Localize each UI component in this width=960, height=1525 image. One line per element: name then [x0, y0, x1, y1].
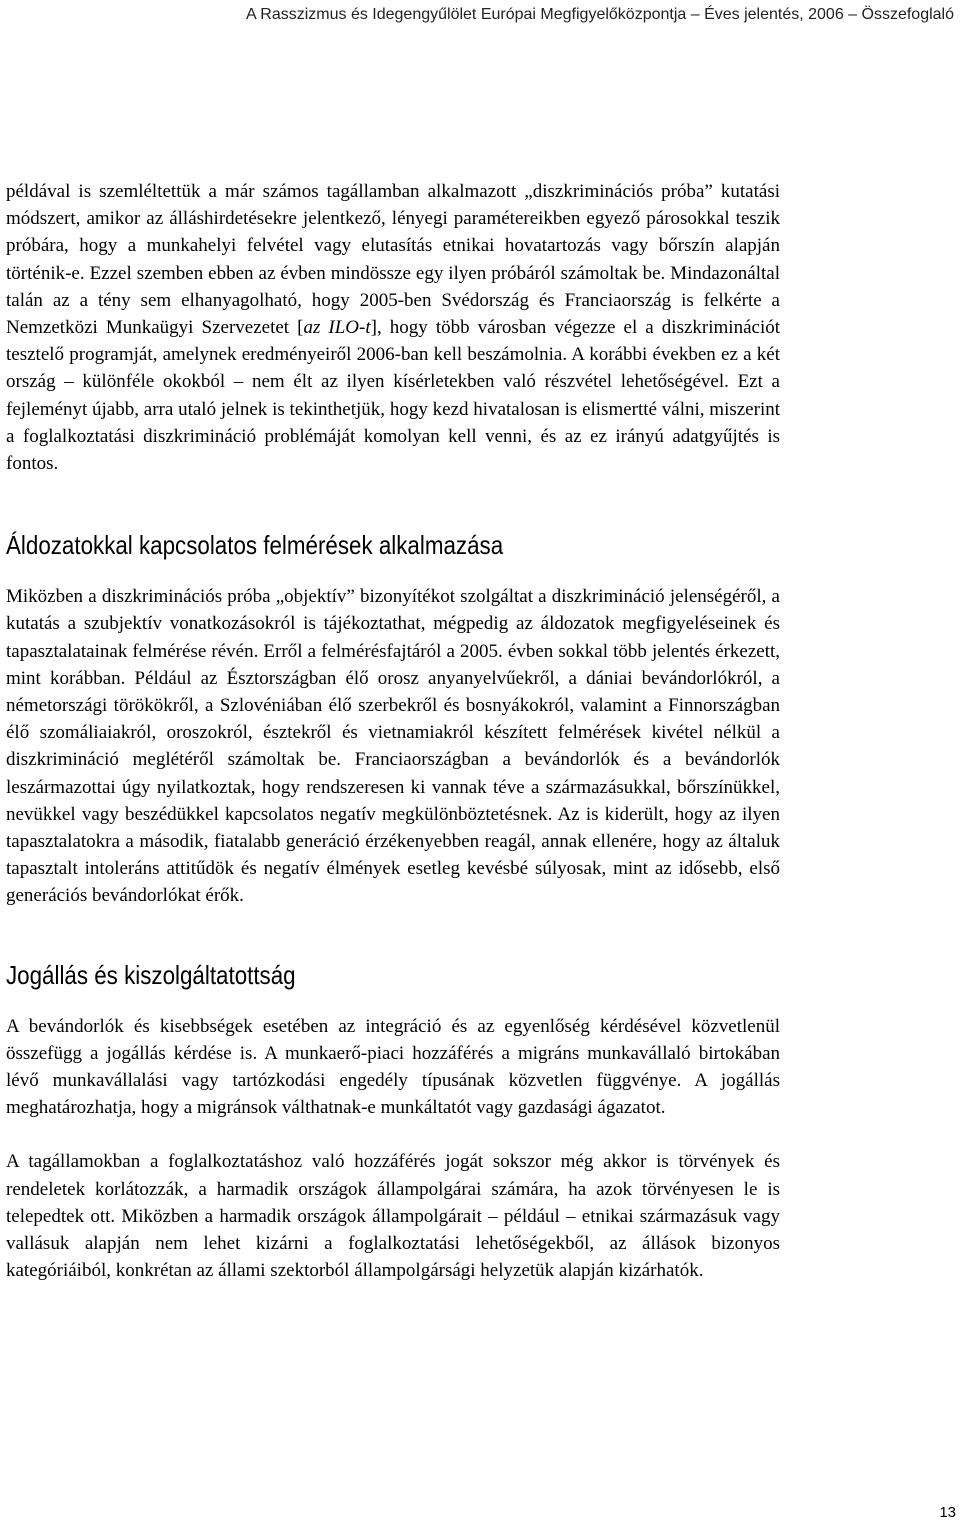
section-heading-victim-surveys: Áldozatokkal kapcsolatos felmérések alkalmazása — [6, 530, 504, 561]
paragraph-text: példával is szemléltettük a már számos tagállamban alkalmazott „diszkriminációs próba” kutatási módszert, amikor az álláshirdetésekre jelentkező, lényegi paramétereikben egyező párosokkal teszik próbára, hogy a munkahelyi felvétel vagy elutasítás etnikai hovatartozás vagy bőrszín alapján történik-e. Ezzel szemben ebben az évben mindössze egy ilyen próbáról számoltak be. Mindazonáltal talán az a tény sem elhanyagolható, hogy 2005-ben Svédország és Franciaország is felkérte a Nemzetközi Munkaügyi Szervezetet [ — [6, 181, 780, 339]
italic-abbreviation: az ILO-t — [303, 317, 371, 339]
paragraph-employment-access: A tagállamokban a foglalkoztatáshoz való hozzáférés jogát sokszor még akkor is törvények és rendeletek korlátozzák, a harmadik országok állampolgárai számára, ha azok törvényesen le is telepedtek ott. Miközben a harmadik országok állampolgárait – például – etnikai származásuk vagy vallásuk alapján nem lehet kizárni a foglalkoztatási lehetőségekből, az állások bizonyos kategóriáiból, konkrétan az állami szektorból állampolgársági helyzetük alapján kizárhatók. — [6, 1151, 780, 1282]
paragraph-victim-surveys: Miközben a diszkriminációs próba „objektív” bizonyítékot szolgáltat a diszkrimináció jelenségéről, a kutatás a szubjektív vonatkozásokról is tájékoztathat, mégpedig az áldozatok megfigyeléseinek és tapasztalatainak felmérése révén. Erről a felmérésfajtáról a 2005. évben sokkal több jelentés érkezett, mint korábban. Például az Észtországban élő orosz anyanyelvűekről, a dániai bevándorlókról, a németországi törökökről, a Szlovéniában élő szerbekről és bosnyákokról, valamint a Finnországban élő szomáliaiakról, oroszokról, észtekről és vietnamiakról készített felmérések kivétel nélkül a diszkrimináció meglétéről számoltak be. Franciaországban a bevándorlók és a bevándorlók leszármazottai úgy nyilatkoztak, hogy rendszeresen ki vannak téve a származásukkal, bőrszínükkel, nevükkel vagy beszédükkel kapcsolatos negatív megkülönböztetésnek. Az is kiderült, hogy az ilyen tapasztalatokra a második, fiatalabb generáció érzékenyebben reagál, annak ellenére, hogy az általuk tapasztalt intoleráns attitűdök és negatív élmények esetleg kevésbé súlyosak, mint az idősebb, első generációs bevándorlókat érők. — [6, 586, 780, 907]
paragraph-legal-status: A bevándorlók és kisebbségek esetében az integráció és az egyenlőség kérdésével közvetlenül összefügg a jogállás kérdése is. A munkaerő-piaci hozzáférés a migráns munkavállaló birtokában lévő munkavállalási vagy tartózkodási engedély típusának közvetlen függvénye. A jogállás meghatározhatja, hogy a migránsok válthatnak-e munkáltatót vagy gazdasági ágazatot. — [6, 1015, 780, 1119]
paragraph-discrimination-testing — [6, 178, 780, 477]
paragraph-text: ], hogy több városban végezze el a diszkriminációt tesztelő programját, amelynek eredményeiről 2006-ban kell beszámolnia. A korábbi években ez a két ország – különféle okokból – nem élt az ilyen kísérletekben való részvétel lehetőségével. Ezt a fejleményt újabb, arra utaló jelnek is tekinthetjük, hogy kezd hivatalosan is elismertté válni, miszerint a foglalkoztatási diszkrimináció problémáját komolyan kell venni, és az ez irányú adatgyűjtés is fontos. — [6, 317, 780, 475]
page-number: 13 — [939, 1504, 956, 1521]
running-header: A Rasszizmus és Idegengyűlölet Európai Megfigyelőközpontja – Éves jelentés, 2006 – Összefoglaló — [246, 6, 954, 23]
section-heading-legal-status: Jogállás és kiszolgáltatottság — [6, 959, 296, 990]
document-body — [6, 178, 780, 1285]
